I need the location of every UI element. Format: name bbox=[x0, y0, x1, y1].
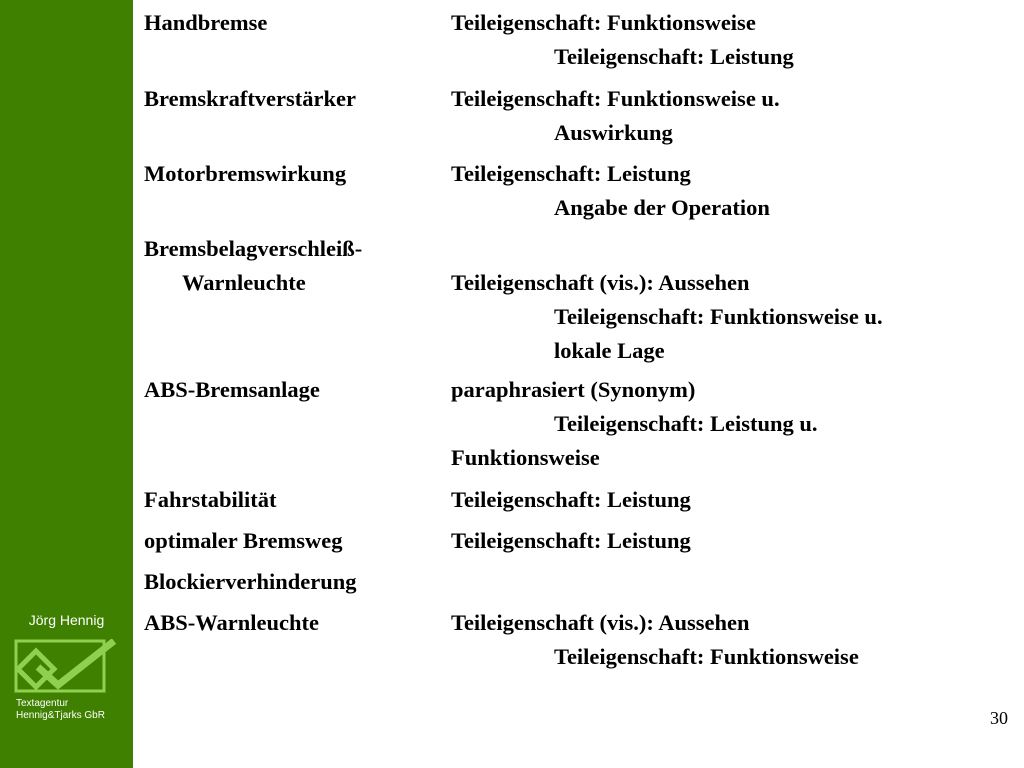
description-line: paraphrasiert (Synonym) bbox=[451, 377, 696, 402]
term: ABS-Warnleuchte bbox=[144, 610, 320, 635]
description-line: Teileigenschaft: Funktionsweise bbox=[451, 10, 756, 35]
company-line2: Hennig&Tjarks GbR bbox=[16, 710, 105, 721]
company-line1: Textagentur bbox=[16, 698, 69, 709]
description-line: Teileigenschaft (vis.): Aussehen bbox=[451, 610, 750, 635]
description-line: Teileigenschaft (vis.): Aussehen bbox=[451, 270, 750, 295]
company-name bbox=[16, 698, 105, 722]
description-line: Auswirkung bbox=[554, 120, 673, 145]
checkmark-logo-icon bbox=[14, 639, 118, 695]
description-line: lokale Lage bbox=[554, 338, 665, 363]
author-name: Jörg Hennig bbox=[28, 612, 105, 628]
description-line: Teileigenschaft: Leistung u. bbox=[554, 411, 818, 436]
description-line: Teileigenschaft: Leistung bbox=[451, 161, 691, 186]
term-list bbox=[144, 0, 1004, 768]
description-line: Teileigenschaft: Funktionsweise u. bbox=[554, 304, 883, 329]
description-line: Teileigenschaft: Leistung bbox=[451, 487, 691, 512]
description-line: Teileigenschaft: Leistung bbox=[554, 44, 794, 69]
term: Bremskraftverstärker bbox=[144, 86, 357, 111]
term: ABS-Bremsanlage bbox=[144, 377, 320, 402]
term: Handbremse bbox=[144, 10, 268, 35]
description-line: Funktionsweise bbox=[451, 445, 600, 470]
description-line: Angabe der Operation bbox=[554, 195, 770, 220]
description-line: Teileigenschaft: Funktionsweise u. bbox=[451, 86, 780, 111]
term: Bremsbelagverschleiß- bbox=[144, 236, 363, 261]
term: Warnleuchte bbox=[182, 270, 306, 295]
description-line: Teileigenschaft: Funktionsweise bbox=[554, 644, 859, 669]
page-number: 30 bbox=[990, 708, 1008, 728]
sidebar bbox=[0, 0, 133, 768]
term: Blockierverhinderung bbox=[144, 569, 357, 594]
description-line: Teileigenschaft: Leistung bbox=[451, 528, 691, 553]
term: Motorbremswirkung bbox=[144, 161, 347, 186]
term: optimaler Bremsweg bbox=[144, 528, 343, 553]
term: Fahrstabilität bbox=[144, 487, 277, 512]
